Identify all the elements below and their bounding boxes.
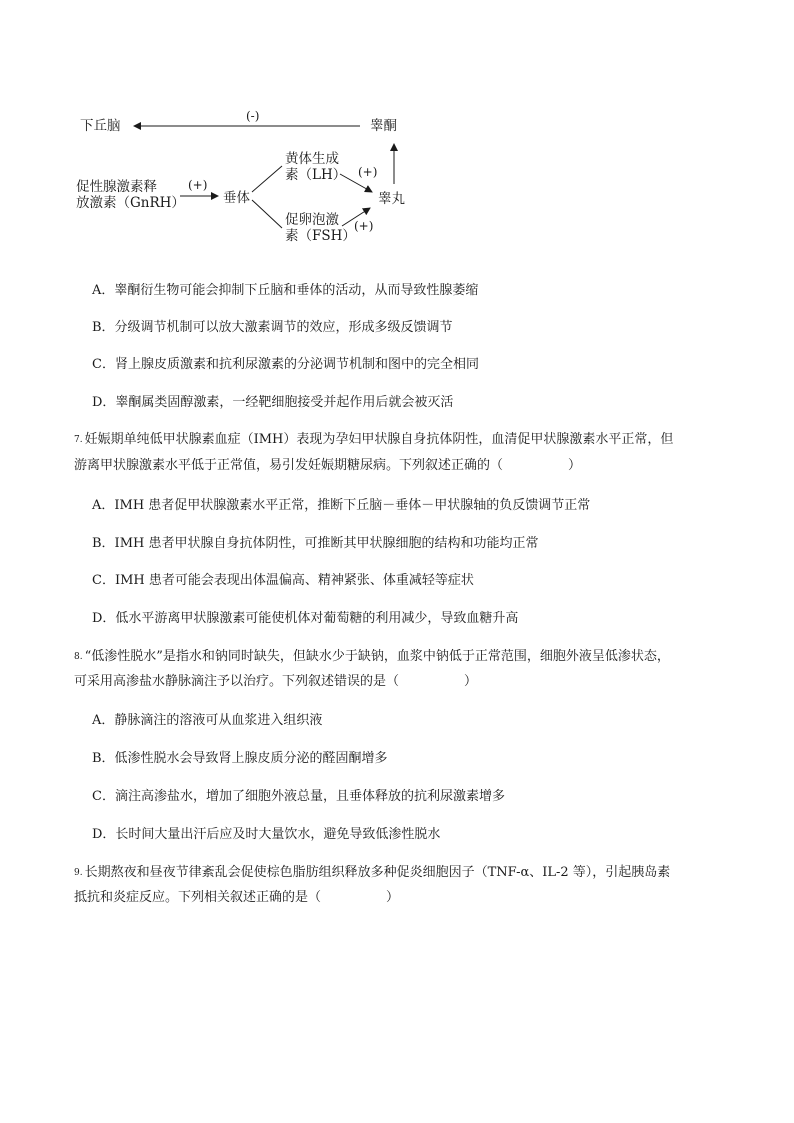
- q7-option-a: A．IMH 患者促甲状腺激素水平正常，推断下丘脑－垂体－甲状腺轴的负反馈调节正常: [92, 498, 591, 513]
- testosterone-label: 睾酮: [370, 118, 397, 134]
- gnrh-label-line2: 放激素（GnRH）: [76, 195, 185, 211]
- q8-number: 8.: [74, 652, 83, 662]
- q7-stem-line2: 游离甲状腺激素水平低于正常值，易引发妊娠期糖尿病。下列叙述正确的（ ）: [74, 458, 582, 473]
- q8-stem-line2: 可采用高渗盐水静脉滴注予以治疗。下列叙述错误的是（ ）: [74, 674, 478, 689]
- pituitary-fsh-line: [252, 200, 282, 228]
- lh-label-line1: 黄体生成: [285, 151, 339, 167]
- lh-positive-sign: (+): [358, 165, 378, 179]
- hormone-regulation-diagram: [60, 100, 440, 250]
- testis-label: 睾丸: [378, 191, 405, 207]
- q8-stem-line1: 8. “低渗性脱水”是指水和钠同时缺失，但缺水少于缺钠，血浆中钠低于正常范围，细胞外液呈低渗状态，: [74, 649, 670, 664]
- fsh-label-line2: 素（FSH）: [285, 228, 356, 244]
- gnrh-positive-sign: (+): [188, 178, 208, 192]
- lh-label-line2: 素（LH）: [285, 167, 347, 183]
- q9-number: 9.: [74, 868, 83, 878]
- q8-option-a: A．静脉滴注的溶液可从血浆进入组织液: [92, 713, 323, 728]
- q6-option-b: B．分级调节机制可以放大激素调节的效应，形成多级反馈调节: [92, 320, 453, 335]
- q6-option-d: D．睾酮属类固醇激素，一经靶细胞接受并起作用后就会被灭活: [92, 395, 454, 410]
- hypothalamus-label: 下丘脑: [80, 118, 121, 134]
- pituitary-lh-line: [252, 166, 282, 192]
- fsh-positive-sign: (+): [354, 219, 374, 233]
- q9-stem-line1: 9. 长期熬夜和昼夜节律紊乱会促使棕色脂肪组织释放多种促炎细胞因子（TNF-α、IL-2 等），引起胰岛素: [74, 865, 671, 880]
- q9-stem-line2: 抵抗和炎症反应。下列相关叙述正确的是（ ）: [74, 890, 400, 905]
- q8-option-c: C．滴注高渗盐水，增加了细胞外液总量，且垂体释放的抗利尿激素增多: [92, 789, 505, 804]
- q6-option-a: A．睾酮衍生物可能会抑制下丘脑和垂体的活动，从而导致性腺萎缩: [92, 283, 479, 298]
- q7-option-d: D．低水平游离甲状腺激素可能使机体对葡萄糖的利用减少，导致血糖升高: [92, 611, 519, 626]
- negative-sign: (-): [246, 109, 260, 123]
- q7-option-b: B．IMH 患者甲状腺自身抗体阴性，可推断其甲状腺细胞的结构和功能均正常: [92, 536, 539, 551]
- q7-number: 7.: [74, 435, 83, 445]
- gnrh-label-line1: 促性腺激素释: [76, 179, 157, 195]
- q8-option-b: B．低渗性脱水会导致肾上腺皮质分泌的醛固酮增多: [92, 751, 388, 766]
- q7-stem-line1: 7. 妊娠期单纯低甲状腺素血症（IMH）表现为孕妇甲状腺自身抗体阴性，血清促甲状腺激素水平正常，但: [74, 432, 674, 447]
- q6-option-c: C．肾上腺皮质激素和抗利尿激素的分泌调节机制和图中的完全相同: [92, 357, 479, 372]
- fsh-label-line1: 促卵泡激: [285, 212, 339, 228]
- pituitary-label: 垂体: [223, 190, 250, 206]
- q8-option-d: D．长时间大量出汗后应及时大量饮水，避免导致低渗性脱水: [92, 827, 441, 842]
- q7-option-c: C．IMH 患者可能会表现出体温偏高、精神紧张、体重减轻等症状: [92, 573, 474, 588]
